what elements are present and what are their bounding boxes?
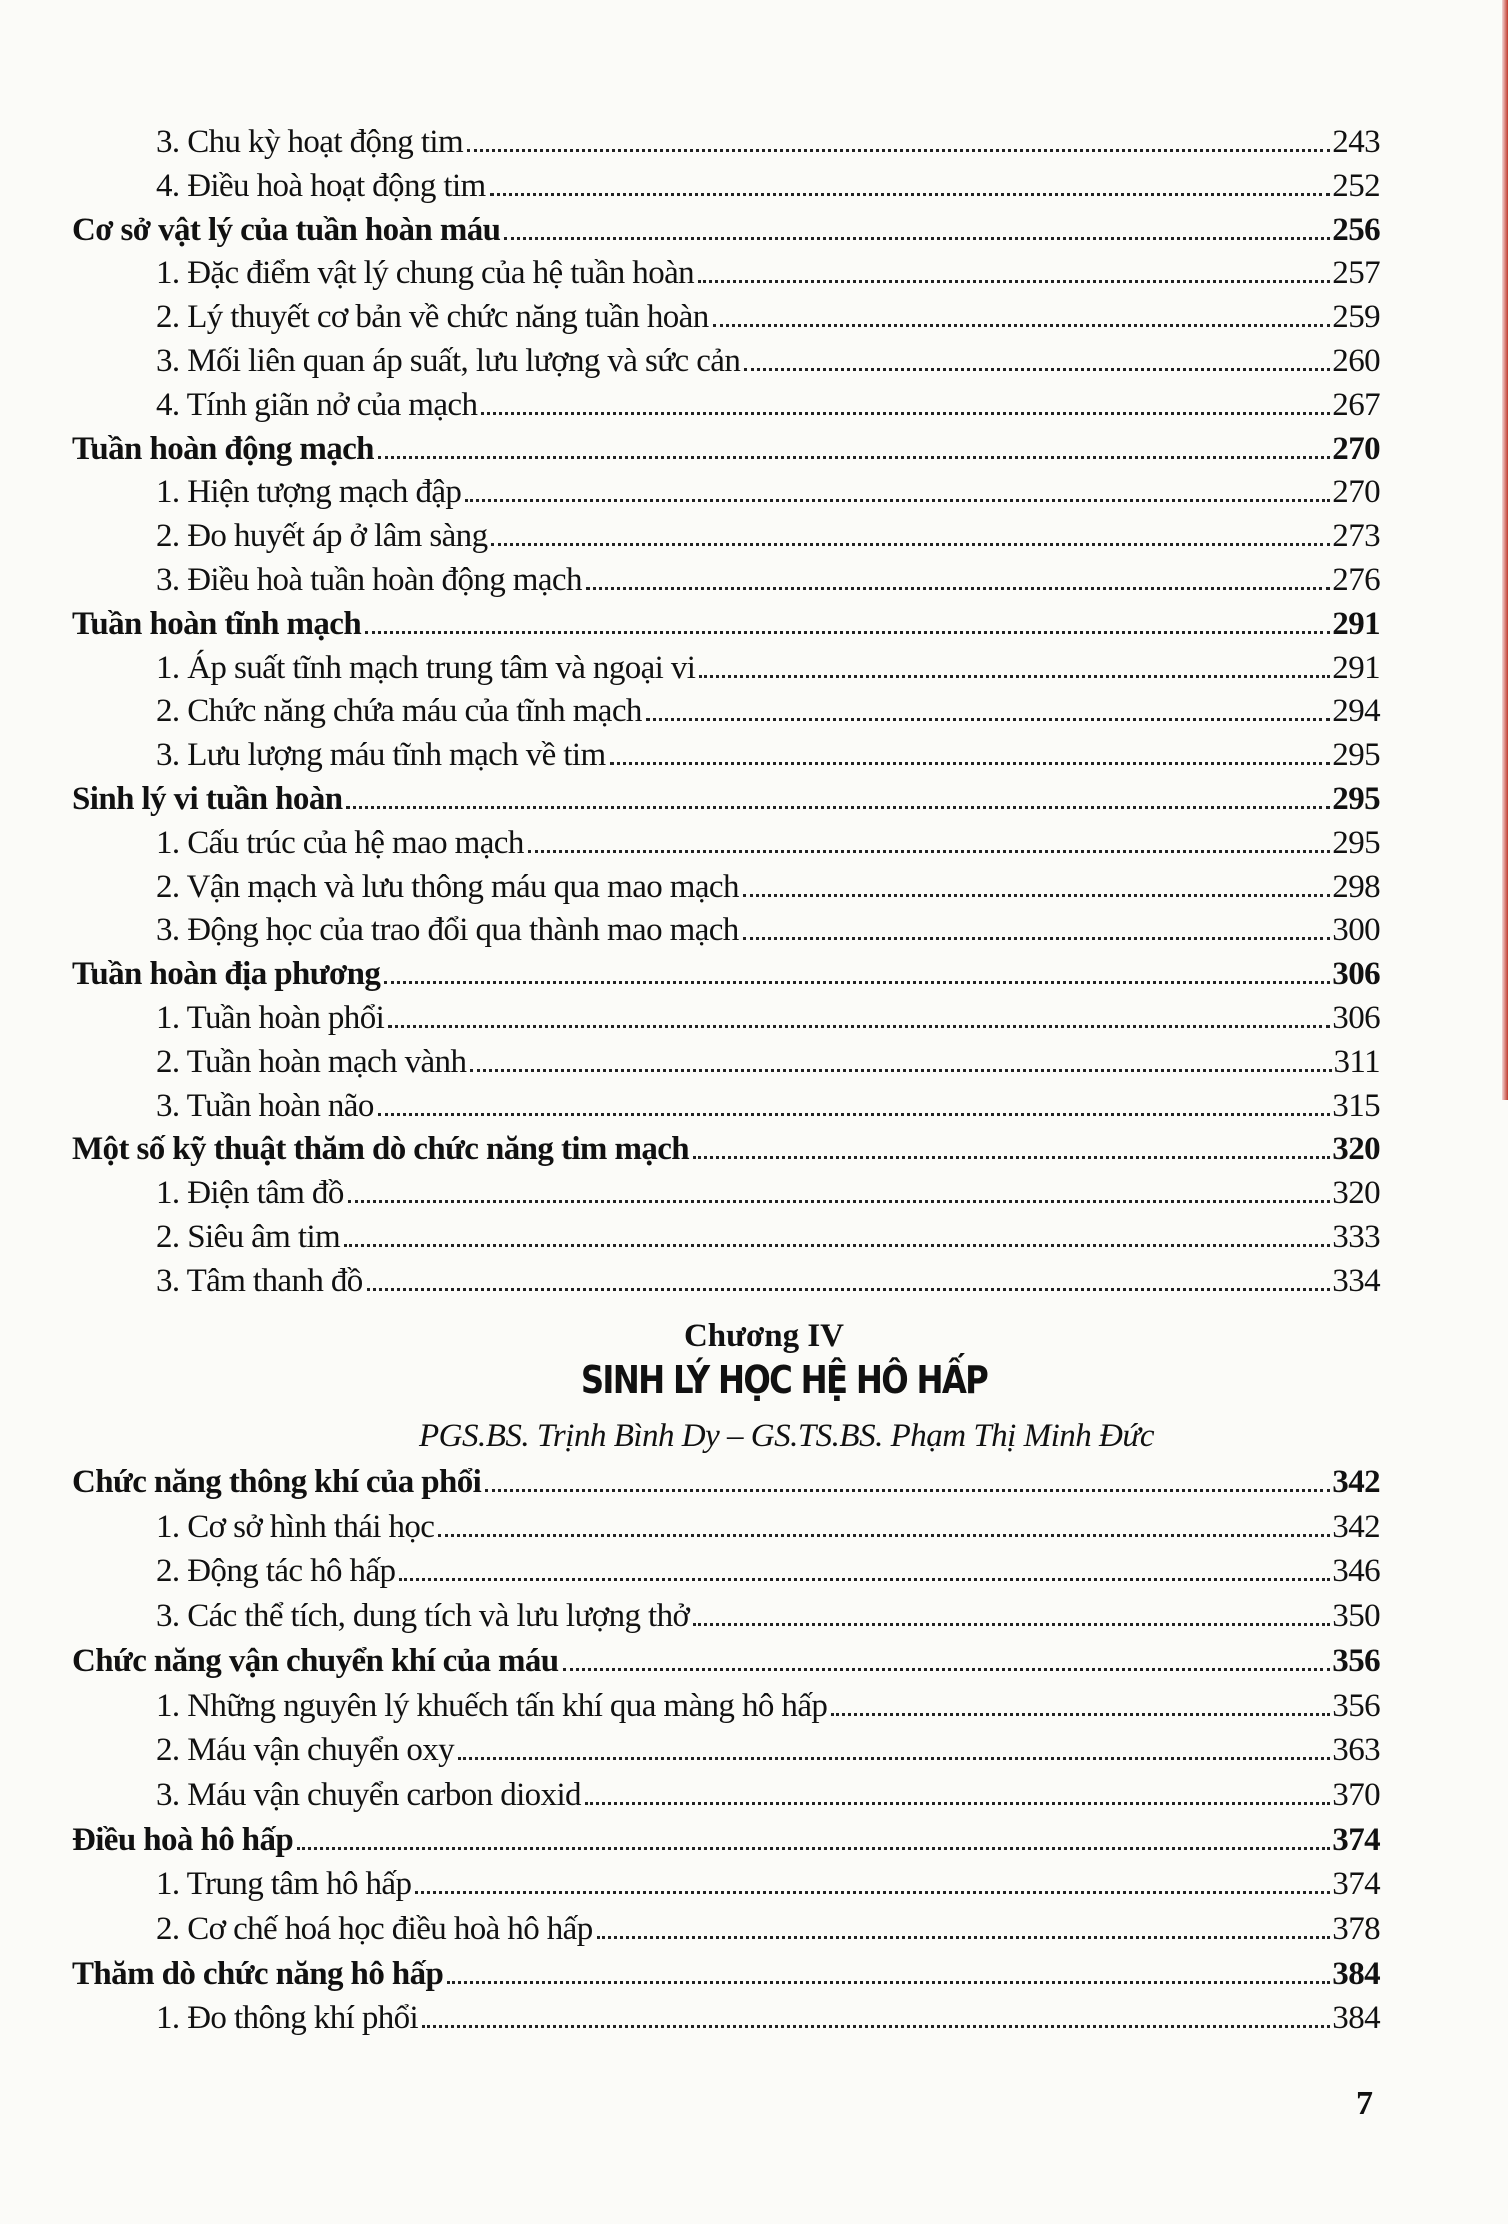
- dot-leader: [713, 324, 1331, 327]
- toc-heading: [0, 1462, 1380, 1502]
- toc-entry-page: 273: [1332, 518, 1380, 555]
- toc-entry-page: 346: [1332, 1553, 1380, 1590]
- toc-entry: [0, 823, 1380, 863]
- toc-entry-title: 1. Điện tâm đồ: [156, 1175, 344, 1212]
- toc-entry-title: 2. Máu vận chuyển oxy: [156, 1732, 455, 1769]
- toc-heading: [0, 954, 1380, 994]
- toc-entry-title: 4. Tính giãn nở của mạch: [156, 386, 478, 423]
- toc-entry-title: 1. Những nguyên lý khuếch tấn khí qua màng hô hấp: [156, 1687, 828, 1724]
- toc-entry-page: 298: [1332, 868, 1380, 905]
- toc-entry-title: Sinh lý vi tuần hoàn: [72, 781, 343, 817]
- dot-leader: [422, 2025, 1330, 2028]
- page-edge: [1502, 0, 1508, 1100]
- dot-leader: [743, 894, 1330, 897]
- toc-entry: [0, 691, 1380, 731]
- toc-entry-title: 3. Tuần hoàn não: [156, 1087, 374, 1124]
- dot-leader: [378, 1113, 1331, 1116]
- toc-entry-title: 3. Điều hoà tuần hoàn động mạch: [156, 562, 582, 598]
- toc-entry-title: Thăm dò chức năng hô hấp: [72, 1955, 444, 1992]
- chapter-title: [0, 1358, 1508, 1402]
- dot-leader: [365, 631, 1330, 634]
- toc-entry: [0, 998, 1380, 1038]
- toc-entry-page: 320: [1332, 1175, 1380, 1212]
- toc-entry: [0, 867, 1380, 907]
- toc-entry-page: 259: [1332, 299, 1380, 336]
- toc-entry-title: Tuần hoàn tĩnh mạch: [72, 605, 362, 642]
- toc-heading: [0, 429, 1380, 469]
- toc-entry-title: Chức năng thông khí của phổi: [72, 1464, 482, 1500]
- toc-entry-title: 1. Áp suất tĩnh mạch trung tâm và ngoại vi: [156, 649, 696, 686]
- toc-heading: [0, 1129, 1380, 1169]
- toc-entry-page: 334: [1332, 1262, 1380, 1299]
- dot-leader: [297, 1847, 1330, 1850]
- toc-entry-page: 257: [1332, 255, 1380, 292]
- toc-entry-page: 270: [1332, 474, 1380, 511]
- toc-entry-title: 3. Lưu lượng máu tĩnh mạch về tim: [156, 737, 606, 774]
- dot-leader: [698, 280, 1330, 283]
- toc-entry-title: 1. Trung tâm hô hấp: [156, 1866, 412, 1903]
- dot-leader: [831, 1713, 1330, 1716]
- dot-leader: [744, 368, 1330, 371]
- dot-leader: [693, 1156, 1330, 1159]
- toc-entry-page: 384: [1332, 1955, 1380, 1992]
- dot-leader: [563, 1668, 1331, 1671]
- chapter-label: [0, 1318, 1508, 1355]
- toc-entry-page: 295: [1332, 781, 1380, 817]
- toc-entry-page: 295: [1332, 824, 1380, 861]
- dot-leader: [415, 1891, 1330, 1894]
- toc-entry-title: 2. Cơ chế hoá học điều hoà hô hấp: [156, 1911, 593, 1947]
- toc-entry: [0, 1686, 1380, 1726]
- toc-entry-title: 3. Chu kỳ hoạt động tim: [156, 124, 464, 160]
- chapter-title-text: SINH LÝ HỌC HỆ HÔ HẤP: [580, 1358, 988, 1402]
- dot-leader: [699, 675, 1330, 678]
- toc-entry-title: 1. Đo thông khí phổi: [156, 2000, 419, 2037]
- toc-entry-title: 2. Chức năng chứa máu của tĩnh mạch: [156, 693, 642, 730]
- toc-entry-page: 342: [1332, 1464, 1380, 1500]
- dot-leader: [504, 237, 1330, 240]
- toc-entry: [0, 648, 1380, 688]
- dot-leader: [399, 1578, 1330, 1581]
- toc-entry: [0, 122, 1380, 162]
- toc-entry: [0, 735, 1380, 775]
- toc-entry: [0, 1261, 1380, 1301]
- toc-entry-page: 370: [1332, 1776, 1380, 1813]
- toc-entry-title: 3. Các thể tích, dung tích và lưu lượng thở: [156, 1598, 690, 1635]
- toc-entry-title: 3. Động học của trao đổi qua thành mao mạch: [156, 912, 739, 949]
- dot-leader: [470, 1069, 1331, 1072]
- toc-entry: [0, 253, 1380, 293]
- dot-leader: [646, 718, 1331, 721]
- toc-heading: [0, 779, 1380, 819]
- dot-leader: [490, 193, 1331, 196]
- toc-entry-page: 356: [1332, 1642, 1380, 1679]
- toc-entry: [0, 1864, 1380, 1904]
- toc-entry-title: 2. Lý thuyết cơ bản về chức năng tuần hoàn: [156, 299, 709, 336]
- toc-heading: [0, 604, 1380, 644]
- toc-entry-title: 1. Tuần hoàn phổi: [156, 1000, 385, 1036]
- toc-entry-title: Một số kỹ thuật thăm dò chức năng tim mạch: [72, 1131, 690, 1168]
- toc-entry-page: 243: [1332, 124, 1380, 160]
- toc-entry-page: 342: [1332, 1508, 1380, 1545]
- toc-entry: [0, 297, 1380, 337]
- toc-entry-page: 267: [1332, 386, 1380, 423]
- toc-entry-page: 291: [1332, 605, 1380, 642]
- toc-entry-title: 2. Vận mạch và lưu thông máu qua mao mạch: [156, 868, 739, 905]
- toc-entry: [0, 1775, 1380, 1815]
- toc-entry: [0, 1086, 1380, 1126]
- dot-leader: [481, 412, 1330, 415]
- dot-leader: [447, 1981, 1330, 1984]
- toc-entry-title: 2. Đo huyết áp ở lâm sàng: [156, 518, 488, 555]
- toc-entry-title: 4. Điều hoà hoạt động tim: [156, 167, 486, 204]
- toc-entry-title: 2. Tuần hoàn mạch vành: [156, 1043, 467, 1080]
- toc-entry: [0, 1217, 1380, 1257]
- toc-entry-page: 306: [1332, 956, 1380, 993]
- chapter-label-text: Chương IV: [683, 1318, 845, 1354]
- page-number: 7: [1356, 2085, 1373, 2122]
- toc-entry-page: 315: [1332, 1087, 1380, 1124]
- toc-entry: [0, 1730, 1380, 1770]
- toc-entry: [0, 1596, 1380, 1636]
- toc-entry-page: 260: [1332, 343, 1380, 379]
- dot-leader: [458, 1757, 1330, 1760]
- toc-entry-page: 256: [1332, 211, 1380, 248]
- toc-entry-page: 350: [1332, 1598, 1380, 1635]
- toc-entry-page: 378: [1332, 1911, 1380, 1947]
- dot-leader: [378, 456, 1330, 459]
- dot-leader: [388, 1025, 1330, 1028]
- toc-entry-page: 295: [1332, 737, 1380, 774]
- toc-entry-title: Điều hoà hô hấp: [72, 1821, 294, 1858]
- dot-leader: [384, 981, 1330, 984]
- toc-entry: [0, 1551, 1380, 1591]
- dot-leader: [485, 1489, 1330, 1492]
- toc-entry-page: 252: [1332, 167, 1380, 204]
- toc-heading: [0, 1954, 1380, 1994]
- toc-entry-title: 1. Cấu trúc của hệ mao mạch: [156, 824, 524, 861]
- toc-entry-page: 363: [1332, 1732, 1380, 1769]
- toc-entry-title: Cơ sở vật lý của tuần hoàn máu: [72, 211, 501, 248]
- toc-entry: [0, 560, 1380, 600]
- toc-entry: [0, 166, 1380, 206]
- toc-entry-page: 333: [1332, 1219, 1380, 1255]
- toc-entry-title: 1. Đặc điểm vật lý chung của hệ tuần hoàn: [156, 255, 695, 292]
- toc-entry: [0, 1998, 1380, 2038]
- dot-leader: [438, 1534, 1330, 1537]
- toc-entry-page: 294: [1332, 693, 1380, 730]
- toc-entry-title: Tuần hoàn động mạch: [72, 430, 374, 467]
- toc-entry: [0, 472, 1380, 512]
- dot-leader: [693, 1623, 1330, 1626]
- dot-leader: [743, 937, 1331, 940]
- toc-heading: [0, 1820, 1380, 1860]
- toc-entry-page: 356: [1332, 1687, 1380, 1724]
- toc-entry-title: 1. Hiện tượng mạch đập: [156, 474, 462, 511]
- toc-entry-title: 3. Mối liên quan áp suất, lưu lượng và sức cản: [156, 343, 741, 379]
- toc-entry-page: 306: [1332, 1000, 1380, 1036]
- toc-entry-title: Tuần hoàn địa phương: [72, 956, 381, 993]
- chapter-authors: PGS.BS. Trịnh Bình Dy – GS.TS.BS. Phạm Thị Minh Đức: [419, 1418, 1154, 1454]
- toc-entry: [0, 1042, 1380, 1082]
- toc-entry-page: 276: [1332, 562, 1380, 598]
- dot-leader: [610, 762, 1331, 765]
- dot-leader: [586, 587, 1330, 590]
- dot-leader: [346, 806, 1330, 809]
- toc-entry: [0, 516, 1380, 556]
- toc-entry-page: 320: [1332, 1131, 1380, 1168]
- toc-entry-title: 3. Tâm thanh đồ: [156, 1262, 363, 1299]
- toc-entry: [0, 341, 1380, 381]
- dot-leader: [528, 850, 1331, 853]
- toc-entry-page: 384: [1332, 2000, 1380, 2037]
- toc-entry-title: 2. Siêu âm tim: [156, 1219, 341, 1255]
- toc-entry: [0, 385, 1380, 425]
- toc-entry: [0, 1507, 1380, 1547]
- toc-entry-page: 300: [1332, 912, 1380, 949]
- toc-entry-page: 311: [1333, 1043, 1380, 1080]
- toc-entry-page: 291: [1332, 649, 1380, 686]
- dot-leader: [467, 149, 1330, 152]
- toc-heading: [0, 1641, 1380, 1681]
- toc-heading: [0, 210, 1380, 250]
- toc-entry: [0, 1909, 1380, 1949]
- toc-entry-title: 3. Máu vận chuyển carbon dioxid: [156, 1776, 581, 1813]
- toc-entry-page: 270: [1332, 430, 1380, 467]
- toc-entry-page: 374: [1332, 1821, 1380, 1858]
- dot-leader: [344, 1244, 1330, 1247]
- dot-leader: [585, 1802, 1330, 1805]
- toc-entry: [0, 1173, 1380, 1213]
- dot-leader: [367, 1288, 1331, 1291]
- toc-entry-title: Chức năng vận chuyển khí của máu: [72, 1642, 559, 1679]
- dot-leader: [491, 543, 1330, 546]
- dot-leader: [597, 1936, 1331, 1939]
- toc-entry-title: 1. Cơ sở hình thái học: [156, 1508, 435, 1545]
- dot-leader: [465, 499, 1330, 502]
- toc-entry: [0, 910, 1380, 950]
- dot-leader: [348, 1200, 1331, 1203]
- toc-entry-page: 374: [1332, 1866, 1380, 1903]
- toc-entry-title: 2. Động tác hô hấp: [156, 1553, 396, 1590]
